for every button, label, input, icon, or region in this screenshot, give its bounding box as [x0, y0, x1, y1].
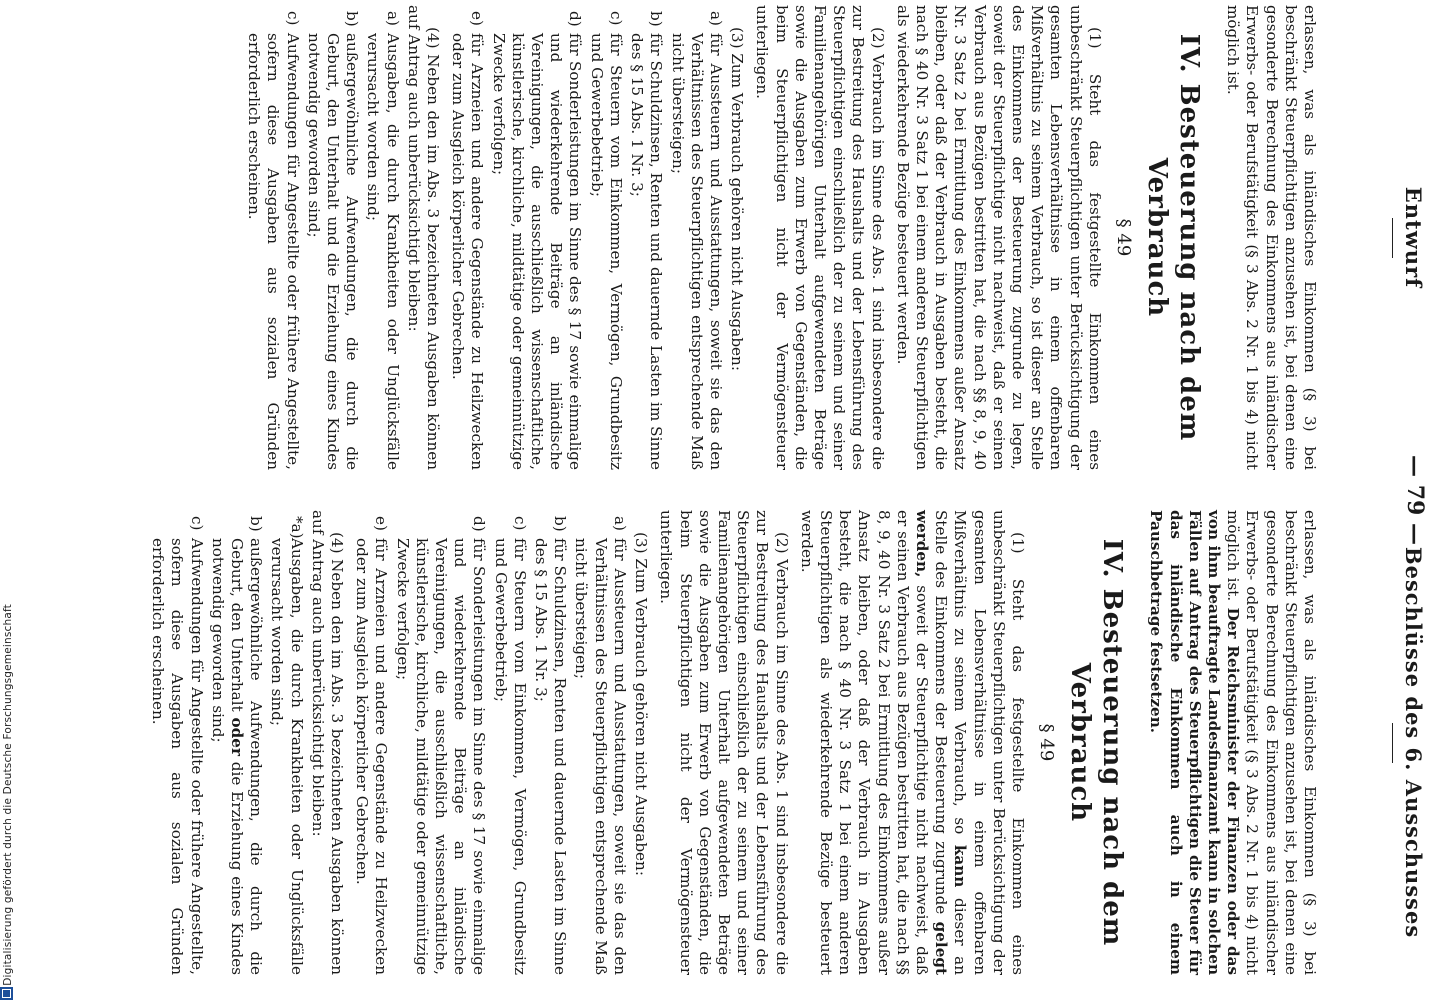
paragraph-4: (4) Neben den im Abs. 3 bezeichneten Ausgaben können auf Antrag auch unberücksichtigt bleiben: [404, 5, 443, 470]
intro-paragraph: erlassen, was als inländisches Einkommen (§ 3) bei beschränkt Steuerpflichtigen anzusehen ist, bei denen eine gesonderte Berechnung des Einkommens aus inländischer Erwerbs- oder Berufstätigkeit (§ 3 Abs. 2 Nr. 1 bis 4) nicht möglich ist. [1224, 5, 1319, 470]
intro-text: erlassen, was als inländisches Einkommen (§ 3) bei beschränkt Steuerpflichtigen anzusehen ist, bei denen eine gesonderte Berechnung des Einkommens aus inländischer Erwerbs- oder Berufstätigkeit (§ 3 Abs. 2 Nr. 1 bis 4) nicht möglich ist. [1224, 510, 1319, 975]
list-item [627, 5, 665, 470]
list-item [363, 5, 401, 470]
list-item [448, 5, 486, 470]
list-item [488, 5, 584, 470]
item-text: für Arzneien und andere Gegenstände zu Heilzwecken oder zum Ausgleich körperlicher Gebrechen. [449, 33, 487, 470]
item-label: d) [566, 11, 585, 27]
dfg-logo [0, 987, 13, 1000]
item-text: Aufwendungen für Angestellte oder frühere Angestellte, sofern diese Ausgaben aus sozialen Gründen erforderlich erscheinen. [149, 538, 206, 975]
list-item [267, 510, 305, 975]
column-heading-resolutions [1392, 510, 1426, 975]
heading-rule [1392, 218, 1393, 258]
intro-amendment: Der Reichsminister der Finanzen oder das von ihm beauftragte Landesfinanzamt kann in solchen Fällen auf Antrag des Steuerpflichtigen die Steuer für das inländische Einkommen auch in einem Pauschbetrage festsetzen. [1147, 510, 1243, 976]
list-item [571, 510, 629, 975]
item-label: c) [510, 516, 529, 531]
paragraph-2: (2) Verbrauch im Sinne des Abs. 1 sind insbesondere die zur Bestreitung des Haushalts und der Lebensführung des Steuerpflichtigen einschließlich der zu seinem und seiner Familienangehörigen Unterhalt aufgewendeten Beträge sowie die Ausgaben zum Erwerb von Gegenständen, die beim Steuerpflichtigen nicht der Vermögensteuer unterliegen. [657, 510, 791, 975]
intro-paragraph [1146, 510, 1319, 975]
item-text: für Aussteuern und Ausstattungen, soweit sie das den Verhältnissen des Steuerpflichtigen entsprechende Maß nicht übersteigen; [572, 538, 629, 975]
heading-rule [1392, 723, 1393, 763]
list-item [304, 5, 362, 470]
left-column [244, 5, 1319, 470]
digitization-credit: Digitalisierung gefördert durch die Deutsche Forschungsgemeinschaft [2, 604, 14, 986]
item-text: für Arzneien und andere Gegenstände zu Heilzwecken oder zum Ausgleich körperlicher Gebrechen. [353, 538, 391, 975]
text-run: soweit der Steuerpflichtige nicht nachweist, daß er seinen Verbrauch aus Bezügen bestritten hat, die nach §§ 8, 9, 40 Nr. 3 Satz 2 bei Ermittlung des Einkommens außer Ansatz bleiben, oder daß der Verbrauch in Ausgaben besteht, die nach § 40 Nr. 3 Satz 1 bei einem anderen Steuerpflichtigen als wiederkehrende Bezüge besteuert werden. [797, 510, 931, 975]
list-item [490, 510, 528, 975]
item-text: außergewöhnliche Aufwendungen, die durch die Geburt, den Unterhalt und die Erziehung eines Kindes notwendig geworden sind; [304, 33, 362, 470]
item-label: a) [383, 11, 402, 26]
item-text: Ausgaben, die durch Krankheiten oder Unglücksfälle verursacht worden sind; [364, 33, 402, 470]
item-label: d) [470, 516, 489, 532]
text-run: außergewöhnliche Aufwendungen, die durch die Geburt, den Unterhalt [228, 538, 266, 975]
heading-text: Entwurf [1401, 186, 1426, 289]
item-text: für Steuern vom Einkommen, Vermögen, Grundbesitz und Gewerbebetrieb; [491, 538, 529, 975]
item-text: für Schuldzinsen, Renten und dauernde Lasten im Sinne des § 15 Abs. 1 Nr. 3; [628, 33, 666, 470]
item-text: Aufwendungen für Angestellte oder frühere Angestellte, sofern diese Ausgaben aus sozialen Gründen erforderlich erscheinen. [245, 33, 302, 470]
item-label: b) [247, 516, 266, 532]
amended-text: oder [228, 717, 247, 756]
item-text: für Steuern vom Einkommen, Vermögen, Grundbesitz und Gewerbebetrieb; [587, 33, 625, 470]
section-title: IV. Besteuerung nach dem Verbrauch [1065, 538, 1128, 947]
text-run: dieser an Stelle des Einkommens der Besteuerung zugrunde [932, 510, 970, 976]
amended-text: kann [951, 844, 970, 888]
item-label: b) [343, 11, 362, 27]
list-item [244, 5, 302, 470]
item-label: *a) [287, 516, 306, 539]
text-run: (1) Steht das festgestellte Einkommen eines unbeschränkt Steuerpflichtigen unter Berücksichtigung der gesamten Lebensverhältnisse in einem offenbaren Mißverhältnis zu seinem Verbrauch, so [951, 510, 1027, 975]
list-item [667, 5, 725, 470]
paragraph-1 [797, 510, 1027, 975]
item-label: a) [610, 516, 629, 531]
item-label: b) [551, 516, 570, 532]
column-heading-draft [1392, 5, 1426, 470]
item-text: für Sonderleistungen im Sinne des § 17 sowie einmalige und wiederkehrende Beiträge an inländische Vereinigungen, die ausschließlich wissenschaftliche, künstlerische, kirchliche, mildtätige oder gemeinnützige Zwecke verfolgen; [393, 538, 489, 976]
paragraph-1: (1) Steht das festgestellte Einkommen eines unbeschränkt Steuerpflichtigen unter Berücksichtigung der gesamten Lebensverhältnisse in einem offenbaren Mißverhältnis zu seinem Verbrauch, so ist dieser an Stelle des Einkommens der Besteuerung zugrunde zu legen, soweit der Steuerpflichtige nicht nachweist, daß er seinen Verbrauch aus Bezügen bestritten hat, die nach §§ 8, 9, 40 Nr. 3 Satz 2 bei Ermittlung des Einkommens außer Ansatz bleiben, oder daß der Verbrauch in Ausgaben besteht, die nach § 40 Nr. 3 Satz 1 bei einem anderen Steuerpflichtigen als wiederkehrende Bezüge besteuert werden. [893, 5, 1104, 470]
paragraph-2: (2) Verbrauch im Sinne des Abs. 1 sind insbesondere die zur Bestreitung des Haushalts und der Lebensführung des Steuerpflichtigen einschließlich der zu seinem und seiner Familienangehörigen Unterhalt aufgewendeten Beträge sowie die Ausgaben zum Erwerb von Gegenständen, die beim Steuerpflichtigen nicht der Vermögensteuer unterliegen. [753, 5, 887, 470]
list-item [352, 510, 390, 975]
item-text: für Sonderleistungen im Sinne des § 17 sowie einmalige und wiederkehrende Beiträge an inländische Vereinigungen, die ausschließlich wissenschaftliche, künstlerische, kirchliche, mildtätige oder gemeinnützige Zwecke verfolgen; [489, 33, 585, 471]
right-column [148, 510, 1319, 975]
item-text: Ausgaben, die durch Krankheiten oder Unglücksfälle verursacht worden sind; [268, 538, 306, 975]
item-text: für Aussteuern und Ausstattungen, soweit sie das den Verhältnissen des Steuerpflichtigen entsprechende Maß nicht übersteigen; [668, 33, 725, 470]
amended-text: gelegt werden, [912, 510, 951, 975]
item-label: e) [468, 11, 487, 26]
item-label: e) [372, 516, 391, 531]
heading-text: Beschlüsse des 6. Ausschusses [1401, 546, 1426, 939]
item-label: a) [706, 11, 725, 26]
list-item [587, 5, 625, 470]
item-label: b) [647, 11, 666, 27]
item-label: c) [606, 11, 625, 26]
page-number: — 79 — [1402, 455, 1428, 545]
item-text [208, 538, 266, 975]
list-item [148, 510, 206, 975]
paragraph-3: (3) Zum Verbrauch gehören nicht Ausgaben: [728, 27, 747, 371]
item-label: c) [187, 516, 206, 531]
list-item [392, 510, 488, 975]
item-text: für Schuldzinsen, Renten und dauernde Lasten im Sinne des § 15 Abs. 1 Nr. 3; [532, 538, 570, 975]
section-title: IV. Besteuerung nach dem Verbrauch [1141, 33, 1204, 442]
list-item [531, 510, 569, 975]
item-label: c) [283, 11, 302, 26]
text-run: die Erziehung eines Kindes notwendig geworden sind; [208, 538, 247, 975]
paragraph-3: (3) Zum Verbrauch gehören nicht Ausgaben: [632, 532, 651, 876]
paragraph-4: (4) Neben den im Abs. 3 bezeichneten Ausgaben können auf Antrag auch unberücksichtigt bleiben: [308, 510, 347, 975]
paragraph-number: § 49 [1112, 218, 1134, 257]
list-item [208, 510, 266, 975]
paragraph-number: § 49 [1036, 723, 1058, 762]
